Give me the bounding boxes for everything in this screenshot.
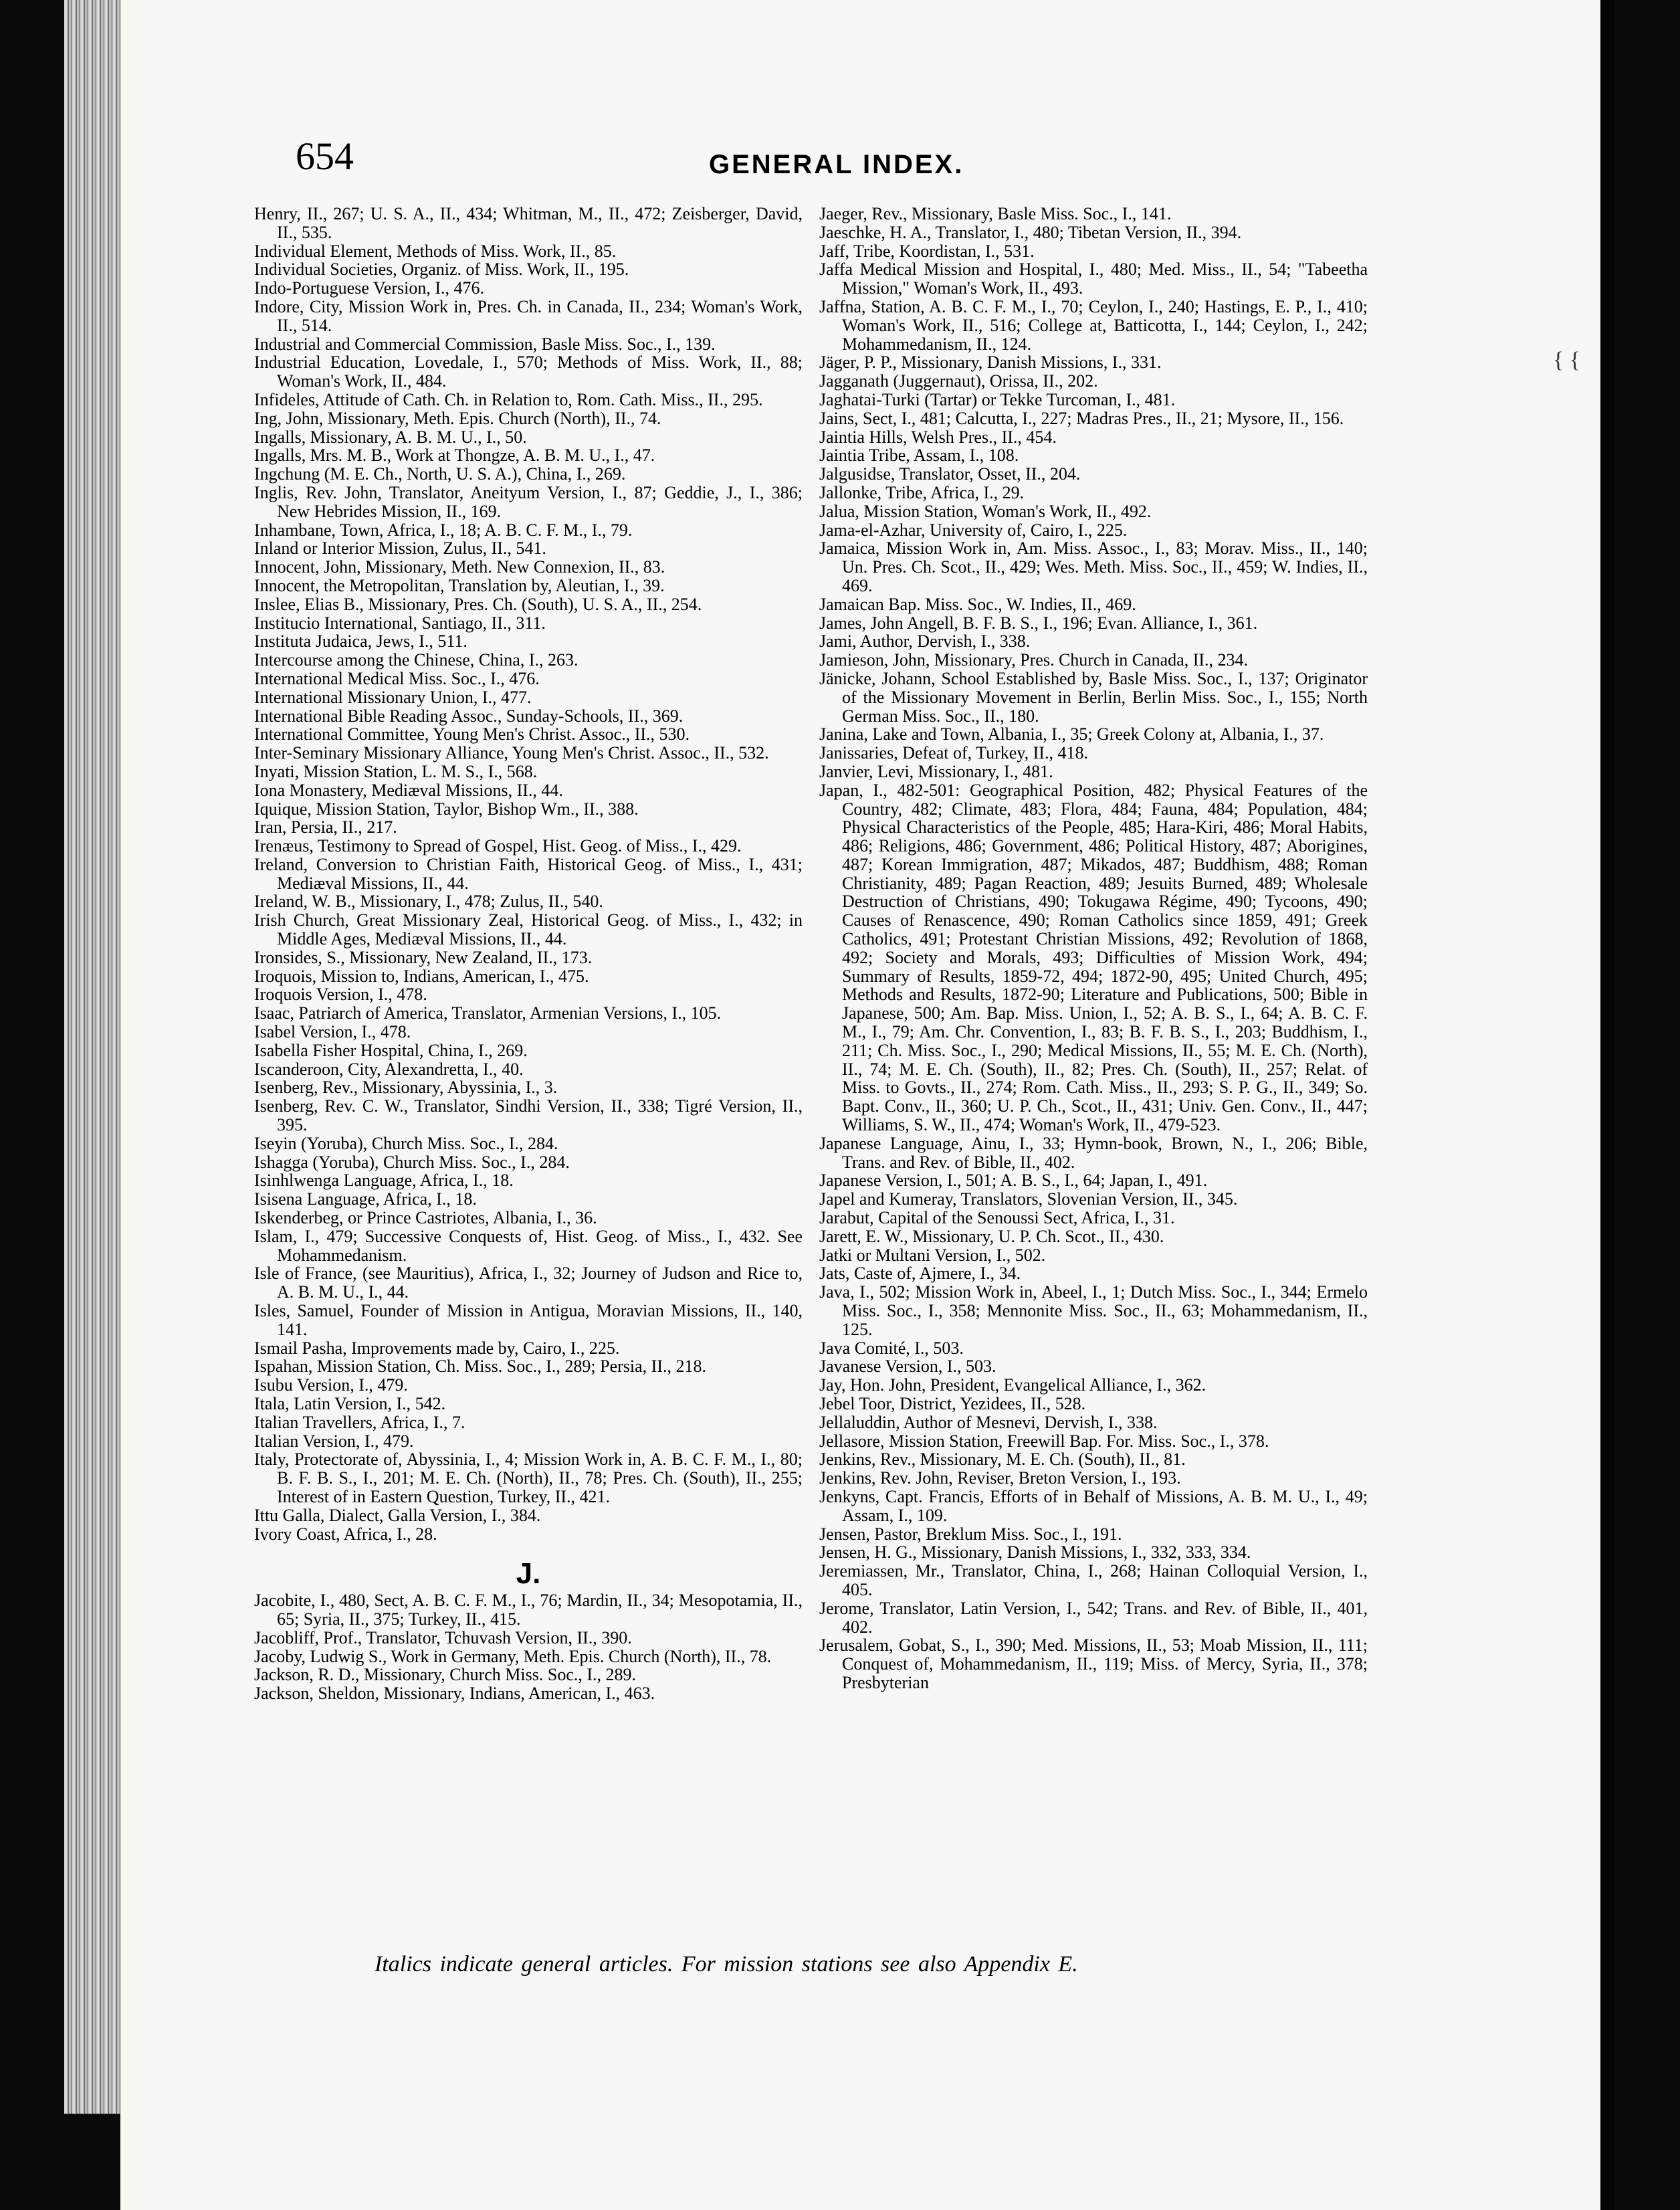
running-title: GENERAL INDEX. — [709, 150, 964, 179]
index-entry: Ismail Pasha, Improvements made by, Cairo, I., 225. — [254, 1338, 620, 1358]
index-entry: Isles, Samuel, Founder of Mission in Antigua, Moravian Missions, II., 140, 141. — [254, 1301, 803, 1339]
index-entry: International Bible Reading Assoc., Sunday-Schools, II., 369. — [254, 706, 684, 726]
index-entry: Jalua, Mission Station, Woman's Work, II., 492. — [819, 501, 1152, 521]
index-entry: Japanese Language, Ainu, I., 33; Hymn-book, Brown, N., I., 206; Bible, Trans. and Rev. of Bible, II., 402. — [819, 1133, 1368, 1172]
index-entry: Jenkyns, Capt. Francis, Efforts of in Behalf of Missions, A. B. M. U., I., 49; Assam, I., 109. — [819, 1486, 1368, 1525]
index-entry: Jamieson, John, Missionary, Pres. Church in Canada, II., 234. — [819, 650, 1249, 670]
index-entry: Japel and Kumeray, Translators, Slovenian Version, II., 345. — [819, 1189, 1238, 1209]
index-entry: Jains, Sect, I., 481; Calcutta, I., 227; Madras Pres., II., 21; Mysore, II., 156. — [819, 408, 1344, 428]
index-entry: Jensen, Pastor, Breklum Miss. Soc., I., 191. — [819, 1524, 1122, 1544]
book-spine-shadow — [1600, 0, 1615, 2210]
index-entry: Innocent, John, Missionary, Meth. New Connexion, II., 83. — [254, 557, 665, 577]
index-entry: Janissaries, Defeat of, Turkey, II., 418. — [819, 743, 1088, 763]
stray-bleed-marks: { { — [1552, 348, 1580, 373]
index-entry: Irish Church, Great Missionary Zeal, Historical Geog. of Miss., I., 432; in Middle Ages, Mediæval Missions, II., 44. — [254, 910, 803, 949]
index-entry: Instituta Judaica, Jews, I., 511. — [254, 631, 467, 651]
index-entry: Jänicke, Johann, School Established by, Basle Miss. Soc., I., 137; Originator of the Missionary Movement in Berlin, Berlin Miss. Soc., I., 155; North German Miss. Soc., II., 180. — [819, 668, 1368, 726]
index-entry: Janina, Lake and Town, Albania, I., 35; Greek Colony at, Albania, I., 37. — [819, 724, 1324, 744]
index-entry: Iran, Persia, II., 217. — [254, 817, 397, 837]
index-entry: Isabel Version, I., 478. — [254, 1022, 411, 1042]
index-entry: Ingchung (M. E. Ch., North, U. S. A.), China, I., 269. — [254, 464, 626, 484]
index-entry: Ing, John, Missionary, Meth. Epis. Church (North), II., 74. — [254, 408, 661, 428]
index-entry: Jarabut, Capital of the Senoussi Sect, Africa, I., 31. — [819, 1208, 1175, 1228]
index-entry: Jaeger, Rev., Missionary, Basle Miss. Soc., I., 141. — [819, 204, 1172, 223]
index-entry: Irenæus, Testimony to Spread of Gospel, Hist. Geog. of Miss., I., 429. — [254, 836, 742, 856]
index-entry: Inslee, Elias B., Missionary, Pres. Ch. (South), U. S. A., II., 254. — [254, 594, 702, 614]
index-entry: Jay, Hon. John, President, Evangelical Alliance, I., 362. — [819, 1375, 1206, 1395]
index-entry: Individual Societies, Organiz. of Miss. Work, II., 195. — [254, 260, 629, 280]
index-entry: Jerusalem, Gobat, S., I., 390; Med. Missions, II., 53; Moab Mission, II., 111; Conquest of, Mohammedanism, II., 119; Miss. of Mercy, Syria, II., 378; Presbyterian — [819, 1635, 1368, 1692]
index-entry: Ivory Coast, Africa, I., 28. — [254, 1524, 437, 1544]
index-entry: Jaintia Tribe, Assam, I., 108. — [819, 445, 1019, 466]
index-entry: Inland or Interior Mission, Zulus, II., 541. — [254, 538, 546, 559]
index-entry: Jamaica, Mission Work in, Am. Miss. Assoc., I., 83; Morav. Miss., II., 140; Un. Pres. Ch. Scot., II., 429; Wes. Meth. Miss. Soc., II., 459; W. Indies, II., 469. — [819, 538, 1368, 595]
index-entry: Iroquois, Mission to, Indians, American, I., 475. — [254, 966, 589, 986]
index-entry: Isenberg, Rev., Missionary, Abyssinia, I., 3. — [254, 1078, 558, 1098]
index-entry: Jaghatai-Turki (Tartar) or Tekke Turcoman, I., 481. — [819, 389, 1176, 409]
footnote: Italics indicate general articles. For mission stations see also Appendix E. — [375, 1952, 1078, 1977]
index-entry: Jäger, P. P., Missionary, Danish Missions, I., 331. — [819, 353, 1162, 373]
index-entry: Isenberg, Rev. C. W., Translator, Sindhi Version, II., 338; Tigré Version, II., 395. — [254, 1096, 803, 1135]
index-entry: Isisena Language, Africa, I., 18. — [254, 1189, 477, 1209]
right-entries — [819, 205, 1368, 1692]
index-entry: Isle of France, (see Mauritius), Africa, I., 32; Journey of Judson and Rice to, A. B. M. U., I., 44. — [254, 1264, 803, 1302]
index-entry: Jensen, H. G., Missionary, Danish Missions, I., 332, 333, 334. — [819, 1542, 1251, 1563]
index-entry: Jarett, E. W., Missionary, U. P. Ch. Scot., II., 430. — [819, 1226, 1164, 1246]
index-entry: Jagganath (Juggernaut), Orissa, II., 202. — [819, 371, 1098, 391]
index-entry: International Committee, Young Men's Christ. Assoc., II., 530. — [254, 724, 690, 744]
index-entry: James, John Angell, B. F. B. S., I., 196; Evan. Alliance, I., 361. — [819, 613, 1258, 633]
index-entry: Henry, II., 267; U. S. A., II., 434; Whitman, M., II., 472; Zeisberger, David, II., 535. — [254, 204, 803, 242]
index-entry: Jatki or Multani Version, I., 502. — [819, 1245, 1046, 1265]
index-entry: Jamaican Bap. Miss. Soc., W. Indies, II., 469. — [819, 594, 1136, 614]
right-column — [819, 205, 1368, 1692]
page-number: 654 — [296, 134, 354, 178]
index-entry: Jaintia Hills, Welsh Pres., II., 454. — [819, 427, 1057, 447]
index-entry: Jacoby, Ludwig S., Work in Germany, Meth. Epis. Church (North), II., 78. — [254, 1646, 772, 1666]
index-entry: Ireland, Conversion to Christian Faith, Historical Geog. of Miss., I., 431; Mediæval Missions, II., 44. — [254, 854, 803, 893]
index-entry: Jellaluddin, Author of Mesnevi, Dervish, I., 338. — [819, 1412, 1158, 1432]
index-entry: Industrial Education, Lovedale, I., 570; Methods of Miss. Work, II., 88; Woman's Work, II., 484. — [254, 353, 803, 391]
index-entry: Jaffna, Station, A. B. C. F. M., I., 70; Ceylon, I., 240; Hastings, E. P., I., 410; Woman's Work, II., 516; College at, Batticotta, I., 144; Ceylon, I., 242; Mohammedanism, II., 124. — [819, 296, 1368, 354]
index-entry: Jaeschke, H. A., Translator, I., 480; Tibetan Version, II., 394. — [819, 222, 1242, 242]
index-entry: Jallonke, Tribe, Africa, I., 29. — [819, 482, 1025, 502]
index-entry: Janvier, Levi, Missionary, I., 481. — [819, 761, 1053, 781]
index-entry: Ittu Galla, Dialect, Galla Version, I., 384. — [254, 1505, 541, 1525]
index-entry: Indore, City, Mission Work in, Pres. Ch. in Canada, II., 234; Woman's Work, II., 514. — [254, 296, 803, 335]
index-entry: Innocent, the Metropolitan, Translation by, Aleutian, I., 39. — [254, 575, 665, 595]
index-entry: Jaff, Tribe, Koordistan, I., 531. — [819, 241, 1035, 261]
index-entry: Indo-Portuguese Version, I., 476. — [254, 278, 484, 298]
index-entry: Jackson, Sheldon, Missionary, Indians, American, I., 463. — [254, 1684, 655, 1704]
index-entry: Jats, Caste of, Ajmere, I., 34. — [819, 1264, 1021, 1284]
index-entry: Italy, Protectorate of, Abyssinia, I., 4; Mission Work in, A. B. C. F. M., I., 80; B. F. B. S., I., 201; M. E. Ch. (North), II., 78; Pres. Ch. (South), II., 255; Interest of in Eastern Question, Turkey, II., 421. — [254, 1449, 803, 1506]
index-entry: Inhambane, Town, Africa, I., 18; A. B. C. F. M., I., 79. — [254, 520, 633, 540]
index-entry: Ironsides, S., Missionary, New Zealand, II., 173. — [254, 947, 593, 967]
index-entry: Intercourse among the Chinese, China, I., 263. — [254, 650, 579, 670]
index-entry: Java, I., 502; Mission Work in, Abeel, I., 1; Dutch Miss. Soc., I., 344; Ermelo Miss. Soc., I., 358; Mennonite Miss. Soc., II., 63; Mohammedanism, II., 125. — [819, 1282, 1368, 1339]
index-entry: Iskenderbeg, or Prince Castriotes, Albania, I., 36. — [254, 1208, 597, 1228]
index-entry: Islam, I., 479; Successive Conquests of, Hist. Geog. of Miss., I., 432. See Mohammedanism. — [254, 1226, 803, 1265]
index-entry: Inter-Seminary Missionary Alliance, Young Men's Christ. Assoc., II., 532. — [254, 743, 769, 763]
index-entry: Jacobliff, Prof., Translator, Tchuvash Version, II., 390. — [254, 1627, 632, 1647]
index-entry: Italian Version, I., 479. — [254, 1431, 414, 1451]
index-entry: Iroquois Version, I., 478. — [254, 985, 427, 1005]
index-entry: Isinhlwenga Language, Africa, I., 18. — [254, 1171, 514, 1191]
index-entry: Ishagga (Yoruba), Church Miss. Soc., I., 284. — [254, 1152, 570, 1172]
index-entry: Jellasore, Mission Station, Freewill Bap. For. Miss. Soc., I., 378. — [819, 1431, 1269, 1451]
index-entry: Jerome, Translator, Latin Version, I., 542; Trans. and Rev. of Bible, II., 401, 402. — [819, 1598, 1368, 1637]
index-entry: Itala, Latin Version, I., 542. — [254, 1394, 446, 1413]
left-entries-j — [254, 1591, 803, 1703]
index-entry: International Medical Miss. Soc., I., 476. — [254, 668, 540, 688]
index-entry: Jenkins, Rev., Missionary, M. E. Ch. (South), II., 81. — [819, 1449, 1186, 1470]
index-entry: International Missionary Union, I., 477. — [254, 687, 532, 707]
index-entry: Ingalls, Missionary, A. B. M. U., I., 50. — [254, 427, 527, 447]
index-entry: Jenkins, Rev. John, Reviser, Breton Version, I., 193. — [819, 1468, 1181, 1488]
index-entry: Jama-el-Azhar, University of, Cairo, I., 225. — [819, 520, 1128, 540]
index-entry: Institucio International, Santiago, II., 311. — [254, 613, 546, 633]
index-entry: Java Comité, I., 503. — [819, 1338, 964, 1358]
index-entry: Jeremiassen, Mr., Translator, China, I., 268; Hainan Colloquial Version, I., 405. — [819, 1561, 1368, 1599]
index-entry: Iscanderoon, City, Alexandretta, I., 40. — [254, 1059, 524, 1079]
index-entry: Jebel Toor, District, Yezidees, II., 528. — [819, 1394, 1086, 1413]
left-column — [254, 205, 803, 1703]
index-entry: Japan, I., 482-501: Geographical Position, 482; Physical Features of the Country, 482; Climate, 483; Flora, 484; Fauna, 484; Population, 484; Physical Characteristics of the People, 485; Hara-Kiri, 486; Moral Habits, 486; Religions, 486; Government, 486; Political History, 487; Aborigines, 487; Korean Immigration, 487; Mikados, 487; Buddhism, 488; Roman Christianity, 489; Pagan Reaction, 489; Jesuits Burned, 489; Wholesale Destruction of Christians, 490; Tokugawa Régime, 490; Tycoons, 490; Causes of Renascence, 490; Roman Catholics since 1859, 491; Greek Catholics, 491; Protestant Christian Missions, 492; Revolution of 1868, 492; Society and Morals, 493; Difficulties of Mission Work, 494; Summary of Results, 1859-72, 494; 1872-90, 495; United Church, 495; Methods and Results, 1872-90; Literature and Publications, 500; Bible in Japanese, 500; Am. Bap. Miss. Union, I., 52; A. B. S., I., 64; A. B. C. F. M., I., 79; Am. Chr. Convention, I., 83; B. F. B. S., I., 203; Buddhism, I., 211; Ch. Miss. Soc., I., 290; Medical Missions, II., 55; M. E. Ch. (North), II., 74; M. E. Ch. (South), II., 82; Pres. Ch. (South), II., 257; Relat. of Miss. to Govts., II., 274; Rom. Cath. Miss., II., 293; S. P. G., II., 349; So. Bapt. Conv., II., 360; U. P. Ch., Scot., II., 431; Univ. Gen. Conv., II., 447; Williams, S. W., II., 474; Woman's Work, II., 479-523. — [819, 780, 1368, 1135]
index-entry: Japanese Version, I., 501; A. B. S., I., 64; Japan, I., 491. — [819, 1171, 1208, 1191]
left-entries-i — [254, 205, 803, 1543]
index-entry: Isaac, Patriarch of America, Translator, Armenian Versions, I., 105. — [254, 1003, 722, 1023]
index-entry: Iseyin (Yoruba), Church Miss. Soc., I., 284. — [254, 1133, 558, 1153]
index-entry: Iona Monastery, Mediæval Missions, II., 44. — [254, 780, 563, 800]
index-entry: Isabella Fisher Hospital, China, I., 269. — [254, 1040, 528, 1060]
index-entry: Individual Element, Methods of Miss. Work, II., 85. — [254, 241, 617, 261]
index-entry: Javanese Version, I., 503. — [819, 1357, 996, 1377]
index-entry: Italian Travellers, Africa, I., 7. — [254, 1412, 465, 1432]
section-letter-j: J. — [516, 1557, 541, 1591]
index-entry: Ireland, W. B., Missionary, I., 478; Zulus, II., 540. — [254, 892, 603, 912]
index-entry: Jacobite, I., 480, Sect, A. B. C. F. M., I., 76; Mardin, II., 34; Mesopotamia, II., 65; Syria, II., 375; Turkey, II., 415. — [254, 1591, 803, 1629]
index-entry: Ispahan, Mission Station, Ch. Miss. Soc., I., 289; Persia, II., 218. — [254, 1357, 706, 1377]
index-entry: Inyati, Mission Station, L. M. S., I., 568. — [254, 761, 538, 781]
index-entry: Jaffa Medical Mission and Hospital, I., 480; Med. Miss., II., 54; "Tabeetha Mission," Woman's Work, II., 493. — [819, 260, 1368, 298]
index-entry: Jami, Author, Dervish, I., 338. — [819, 631, 1031, 651]
page-header — [0, 134, 1680, 181]
index-entry: Jalgusidse, Translator, Osset, II., 204. — [819, 464, 1081, 484]
index-entry: Industrial and Commercial Commission, Basle Miss. Soc., I., 139. — [254, 334, 716, 354]
index-entry: Jackson, R. D., Missionary, Church Miss. Soc., I., 289. — [254, 1665, 637, 1685]
index-entry: Infideles, Attitude of Cath. Ch. in Relation to, Rom. Cath. Miss., II., 295. — [254, 389, 763, 409]
index-entry: Isubu Version, I., 479. — [254, 1375, 408, 1395]
index-entry: Iquique, Mission Station, Taylor, Bishop Wm., II., 388. — [254, 799, 639, 819]
index-entry: Inglis, Rev. John, Translator, Aneityum Version, I., 87; Geddie, J., I., 386; New Hebrides Mission, II., 169. — [254, 482, 803, 521]
index-entry: Ingalls, Mrs. M. B., Work at Thongze, A. B. M. U., I., 47. — [254, 445, 655, 466]
